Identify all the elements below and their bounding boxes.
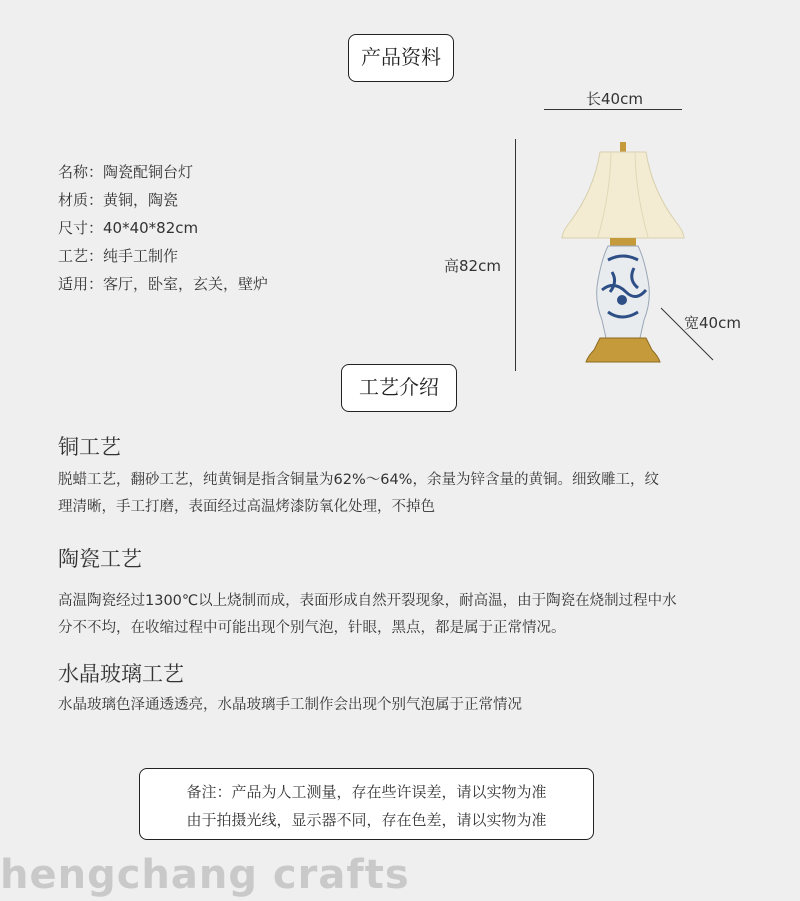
copper-line-2: 理清晰，手工打磨，表面经过高温烤漆防氧化处理，不掉色 <box>58 499 435 515</box>
ceramic-craft-heading: 陶瓷工艺 <box>58 547 142 571</box>
lamp-vase <box>597 246 650 338</box>
copper-craft-body <box>58 467 708 521</box>
watermark: hengchang crafts <box>0 852 410 898</box>
height-line <box>515 139 516 371</box>
craft-intro-title: 工艺介绍 <box>341 364 457 412</box>
width-label: 宽40cm <box>684 314 741 332</box>
spec-size: 尺寸：40*40*82cm <box>58 219 199 237</box>
lamp-shade <box>562 152 684 238</box>
spec-usage: 适用：客厅，卧室，玄关，壁炉 <box>58 275 269 293</box>
lamp-pattern-dot <box>617 295 627 305</box>
width-line <box>655 300 725 370</box>
copper-line-1: 脱蜡工艺，翻砂工艺，纯黄铜是指含铜量为62%～64%，余量为锌含量的黄铜。细致雕工，纹 <box>58 472 659 488</box>
length-label: 长40cm <box>586 90 643 108</box>
crystal-craft-heading: 水晶玻璃工艺 <box>58 662 184 686</box>
copper-craft-heading: 铜工艺 <box>58 435 121 459</box>
crystal-line-1: 水晶玻璃色泽通透透亮，水晶玻璃手工制作会出现个别气泡属于正常情况 <box>58 697 522 713</box>
ceramic-line-1: 高温陶瓷经过1300℃以上烧制而成，表面形成自然开裂现象，耐高温，由于陶瓷在烧制过程中水 <box>58 593 677 609</box>
height-label: 高82cm <box>444 257 501 275</box>
spec-list <box>58 158 268 298</box>
note-line-1: 备注：产品为人工测量，存在些许误差，请以实物为准 <box>186 783 547 801</box>
ceramic-line-2: 分不不均，在收缩过程中可能出现个别气泡，针眼，黑点，都是属于正常情况。 <box>58 620 566 636</box>
spec-material: 材质：黄铜，陶瓷 <box>58 191 179 209</box>
lamp-base <box>586 338 660 362</box>
lamp-finial <box>620 142 626 152</box>
note-line-2: 由于拍摄光线，显示器不同，存在色差，请以实物为准 <box>186 811 547 829</box>
crystal-craft-body <box>58 692 708 719</box>
lamp-neck <box>610 238 636 246</box>
length-line <box>544 109 682 110</box>
ceramic-craft-body <box>58 588 708 642</box>
product-info-title: 产品资料 <box>348 34 454 82</box>
spec-name: 名称：陶瓷配铜台灯 <box>58 163 194 181</box>
note-box <box>139 768 594 840</box>
spec-craft: 工艺：纯手工制作 <box>58 247 179 265</box>
